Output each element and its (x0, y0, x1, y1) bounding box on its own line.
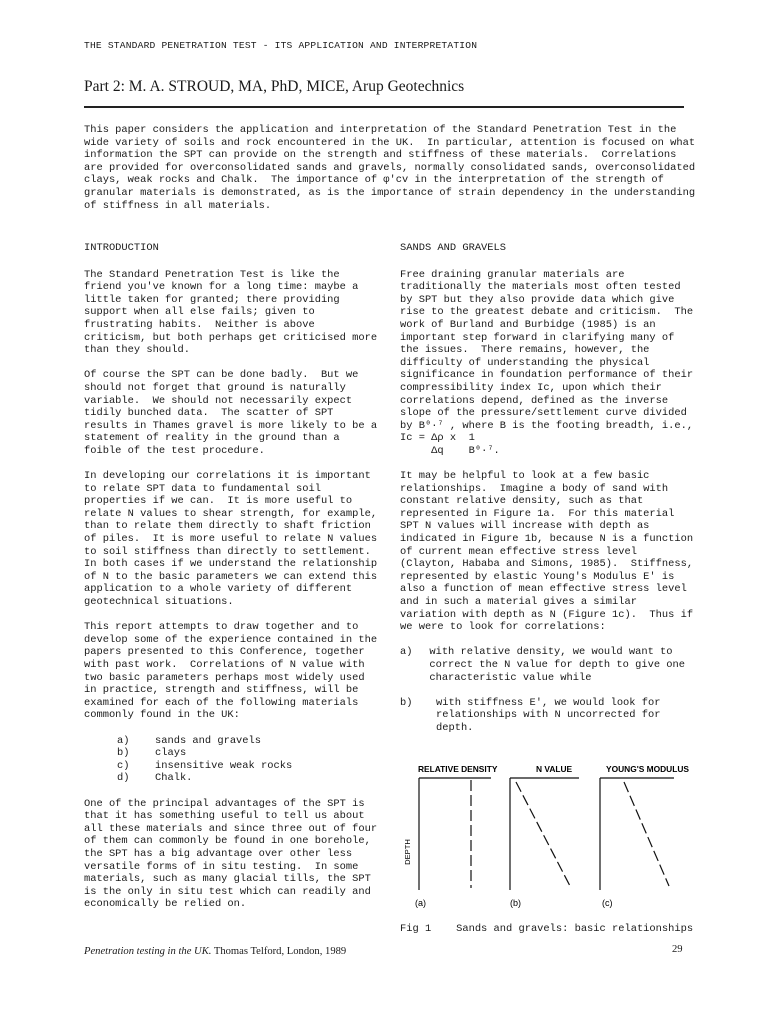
panel-label-c: (c) (602, 898, 613, 908)
list-text: clays (155, 747, 187, 760)
figure-1-diagram (388, 760, 698, 912)
running-head: THE STANDARD PENETRATION TEST - ITS APPLICATION AND INTERPRETATION (84, 40, 478, 51)
list-item (400, 697, 685, 735)
list-item (84, 735, 369, 748)
list-item (84, 747, 369, 760)
list-marker: a) (117, 734, 130, 747)
list-text: insensitive weak rocks (155, 759, 293, 772)
compressibility-formula: Ic = Δρ x 1 Δq B⁰·⁷. (400, 432, 500, 457)
panel-title-youngs-modulus: YOUNG'S MODULUS (606, 764, 689, 774)
list-marker: a) (400, 646, 413, 659)
intro-paragraph-4: This report attempts to draw together and to develop some of the experience contained in the papers presented to this Conference, together with past work. Correlations of N value with two basic parameters perhaps most widely used in practice, strength and stiffness, will be examined for each of the following materials commonly found in the UK: (84, 621, 378, 722)
list-item (400, 646, 685, 684)
list-item (84, 760, 369, 773)
panel-title-n-value: N VALUE (536, 764, 573, 774)
list-marker: c) (117, 759, 130, 772)
panel-label-b: (b) (510, 898, 521, 908)
page-number: 29 (672, 944, 683, 955)
footer-source-title: Penetration testing in the UK. (84, 946, 212, 957)
list-text: with stiffness E', we would look for relationships with N uncorrected for depth. (436, 696, 661, 734)
figure-caption: Fig 1 Sands and gravels: basic relationships (400, 923, 694, 935)
list-text: Chalk. (155, 772, 193, 785)
panel-a-axes (419, 778, 491, 890)
section-heading-introduction: INTRODUCTION (84, 242, 159, 254)
list-text: with relative density, we would want to correct the N value for depth to give one characteristic value while (429, 646, 685, 684)
list-marker: d) (117, 772, 130, 785)
part-title: Part 2: M. A. STROUD, MA, PhD, MICE, Arup Geotechnics (84, 78, 465, 95)
list-marker: b) (117, 747, 130, 760)
youngs-modulus-line (624, 782, 669, 886)
right-column (400, 242, 694, 747)
list-item (84, 772, 369, 785)
sands-paragraph-2: It may be helpful to look at a few basic relationships. Imagine a body of sand with constant relative density, such as that represented in Figure 1a. For this material SPT N values will increase with depth as indicated in Figure 1b, because N is a function of current mean effective stress level (Clayton, Hababa and Simons, 1985). Stiffness, represented by elastic Young's Modulus E' is also a function of mean effective stress level and in such a material gives a similar variation with depth as N (Figure 1c). Thus if we were to look for correlations: (400, 470, 694, 634)
depth-axis-label: DEPTH (403, 839, 412, 865)
panel-label-a: (a) (415, 898, 426, 908)
list-marker: b) (400, 696, 413, 709)
intro-paragraph-2: Of course the SPT can be done badly. But we should not forget that ground is naturally variable. We should not necessarily expect tidily bunched data. The scatter of SPT results in Thames gravel is more likely to be a statement of reality in the ground than a foible of the test procedure. (84, 369, 378, 457)
abstract: This paper considers the application and interpretation of the Standard Penetration Test in the wide variety of soils and rock encountered in the UK. In particular, attention is focused on what information the SPT can provide on the strength and stiffness of these materials. Correlations are provided for overconsolidated sands and gravels, normally consolidated sands, overconsolidated clays, weak rocks and Chalk. The importance of φ′cv in the interpretation of the strength of granular materials is demonstrated, as is the importance of strain dependency in the understanding of stiffness in all materials. (84, 124, 696, 212)
panel-b-axes (510, 778, 579, 890)
footer-source (84, 946, 346, 957)
materials-list (84, 735, 369, 785)
list-text: sands and gravels (155, 734, 262, 747)
intro-paragraph-3: In developing our correlations it is important to relate SPT data to fundamental soil properties if we can. It is more useful to relate N values to shear strength, for example, than to relate them directly to shaft friction of piles. It is more useful to relate N values to soil stiffness than directly to settlement. In both cases if we understand the relationship of N to the basic parameters we can extend this application to a whole variety of different geotechnical situations. (84, 470, 378, 609)
left-column (84, 242, 378, 923)
section-heading-sands-gravels: SANDS AND GRAVELS (400, 242, 507, 254)
panel-title-relative-density: RELATIVE DENSITY (418, 764, 498, 774)
intro-paragraph-5: One of the principal advantages of the SPT is that it has something useful to tell us about all these materials and since three out of four of them can commonly be found in one borehole, the SPT has a big advantage over other less versatile forms of in situ testing. In some materials, such as many glacial tills, the SPT is the only in situ test which can readily and economically be relied on. (84, 797, 378, 911)
title-rule (84, 106, 684, 108)
sands-paragraph-1: Free draining granular materials are traditionally the materials most often tested by SPT but they also provide data which give rise to the greatest debate and criticism. The work of Burland and Burbidge (1985) is an important step forward in clarifying many of the issues. There remains, however, the difficulty of understanding the physical significance in foundation performance of their compressibility index Ic, upon which their correlations depend, defined as the inverse slope of the pressure/settlement curve divided by B⁰·⁷ , where B is the footing breadth, i.e., (400, 268, 694, 432)
footer-source-publisher: Thomas Telford, London, 1989 (211, 946, 347, 957)
intro-paragraph-1: The Standard Penetration Test is like the friend you've known for a long time: maybe a little taken for granted; there providing support when all else fails; given to frustrating habits. Neither is above criticism, but both perhaps get criticised more than they should. (84, 268, 378, 357)
n-value-line (516, 782, 570, 886)
